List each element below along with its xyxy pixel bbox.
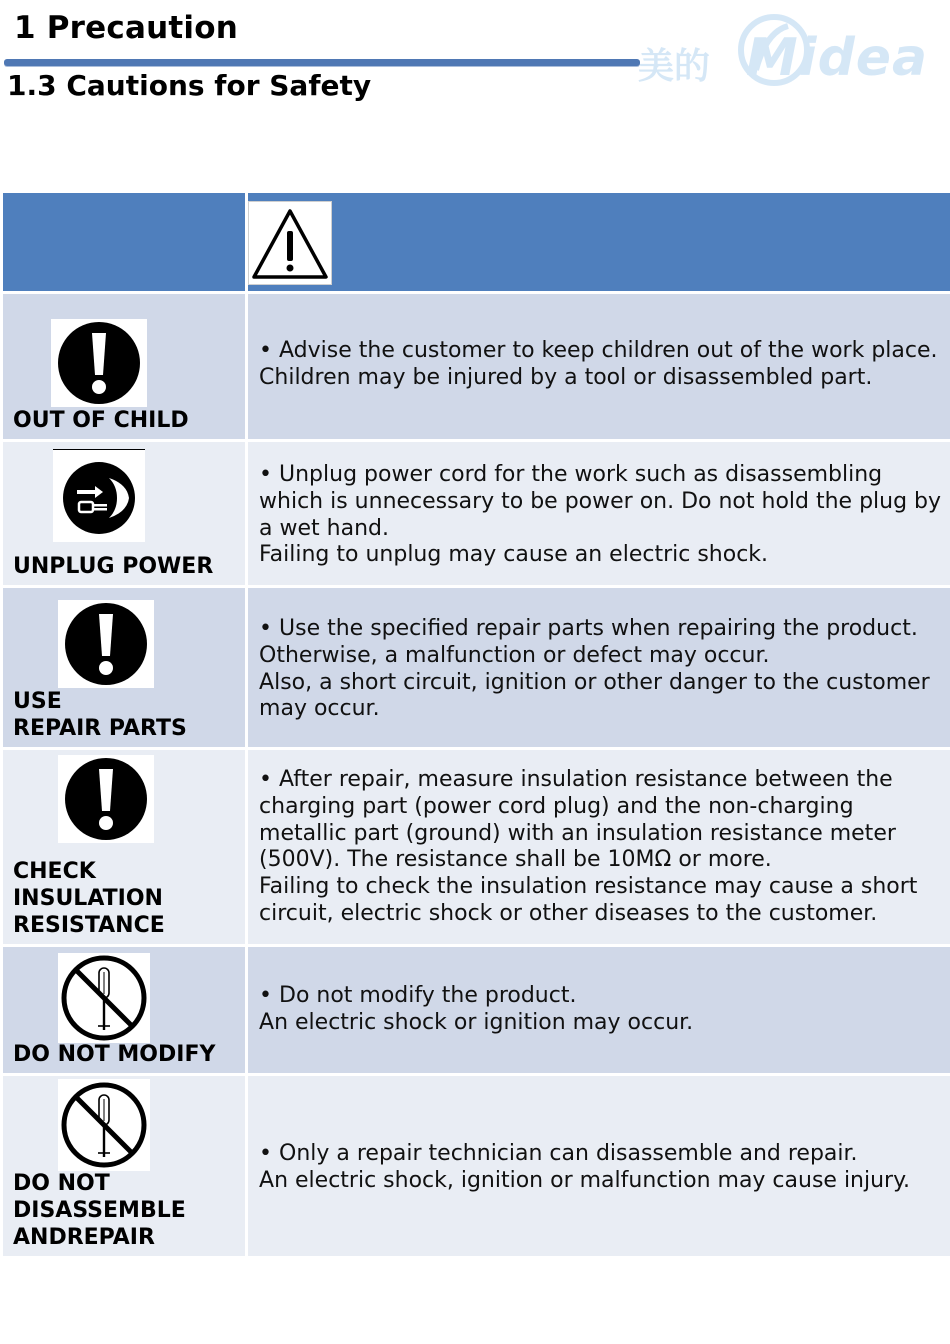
no-screwdriver-icon — [58, 953, 150, 1043]
table-row — [3, 1073, 950, 1256]
row-description: • After repair, measure insulation resistance between the charging part (power cord plug) and the non-charging metallic part (ground) with an insulation resistance meter (500V). The resistance shall be 10MΩ or more. Failing to check the insulation resistance may cause a short circuit, electric shock or other diseases to the customer. — [259, 767, 918, 926]
row-desc-cell — [248, 585, 950, 747]
cautions-table — [3, 193, 950, 1256]
row-desc-cell — [248, 944, 950, 1073]
exclamation-icon — [58, 755, 154, 843]
table-row — [3, 747, 950, 944]
no-screwdriver-icon — [58, 1079, 150, 1171]
exclamation-icon — [58, 600, 154, 688]
row-desc-cell — [248, 1073, 950, 1256]
row-label-cell — [3, 291, 248, 439]
section-title: 1.3 Cautions for Safety — [7, 69, 372, 102]
row-label: UNPLUG POWER — [13, 554, 214, 579]
row-label-cell — [3, 585, 248, 747]
row-label: USE REPAIR PARTS — [13, 689, 187, 741]
warning-triangle-icon — [248, 201, 332, 285]
table-row — [3, 944, 950, 1073]
row-label-cell — [3, 747, 248, 944]
row-label: DO NOT MODIFY — [13, 1042, 216, 1067]
row-description: • Do not modify the product. An electric shock or ignition may occur. — [259, 983, 694, 1035]
table-header-row — [3, 193, 950, 291]
row-label: CHECK INSULATION RESISTANCE — [13, 859, 165, 938]
row-label-cell — [3, 1073, 248, 1256]
row-description: • Use the specified repair parts when repairing the product. Otherwise, a malfunction or defect may occur. Also, a short circuit, ignition or other danger to the customer may occur. — [259, 616, 930, 722]
row-description: • Advise the customer to keep children out of the work place. Children may be injured by a tool or disassembled part. — [259, 338, 938, 390]
midea-logo-watermark — [636, 12, 936, 90]
exclamation-icon — [51, 319, 147, 407]
table-row — [3, 291, 950, 439]
chapter-title: 1 Precaution — [14, 10, 238, 46]
header-left-cell — [3, 193, 248, 291]
title-rule — [4, 59, 640, 66]
row-label-cell — [3, 439, 248, 585]
row-description: • Unplug power cord for the work such as disassembling which is unnecessary to be power on. Do not hold the plug by a wet hand. Failing to unplug may cause an electric shock. — [259, 462, 942, 568]
unplug-icon — [53, 449, 145, 542]
table-row — [3, 439, 950, 585]
row-label: DO NOT DISASSEMBLE ANDREPAIR — [13, 1171, 186, 1250]
logo-en-text: Midea — [746, 28, 929, 88]
row-desc-cell — [248, 747, 950, 944]
row-desc-cell — [248, 439, 950, 585]
row-label-cell — [3, 944, 248, 1073]
logo-cn-text: 美的 — [638, 46, 711, 87]
row-desc-cell — [248, 291, 950, 439]
header-right-cell — [248, 193, 950, 291]
row-description: • Only a repair technician can disassemble and repair. An electric shock, ignition or malfunction may cause injury. — [259, 1141, 910, 1193]
table-row — [3, 585, 950, 747]
row-label: OUT OF CHILD — [13, 408, 189, 433]
